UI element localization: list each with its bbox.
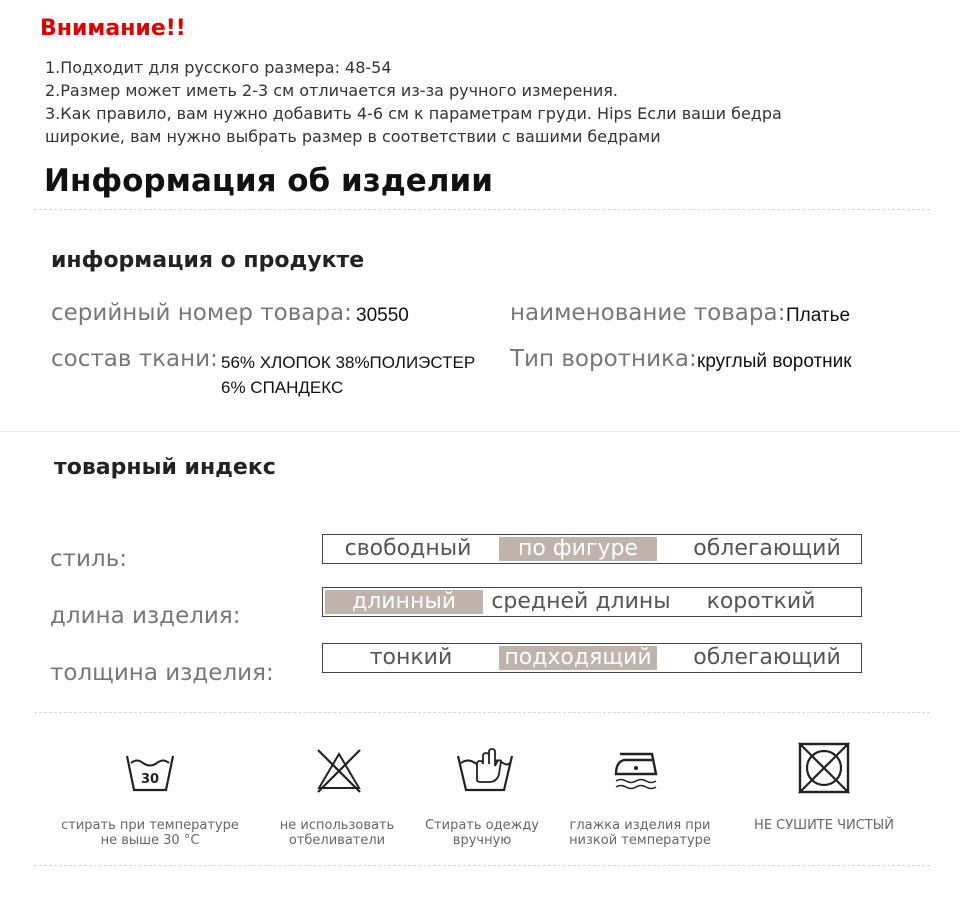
thickness-option: тонкий bbox=[369, 645, 453, 670]
care-caption-line: вручную bbox=[452, 833, 512, 848]
care-caption-line: НЕ СУШИТЕ ЧИСТЫЙ bbox=[754, 818, 894, 833]
note-line: 2.Размер может иметь 2-3 см отличается из-за ручного измерения. bbox=[45, 81, 618, 100]
care-caption-wash bbox=[50, 818, 250, 848]
fabric-label: состав ткани: bbox=[51, 346, 218, 372]
serial-value: 30550 bbox=[356, 305, 409, 326]
style-option: облегающий bbox=[693, 536, 841, 561]
size-notes bbox=[45, 56, 782, 148]
fabric-value bbox=[221, 350, 475, 400]
wash-temp: 30 bbox=[140, 772, 160, 787]
care-caption-iron bbox=[555, 818, 725, 848]
no-bleach-icon bbox=[314, 746, 364, 796]
iron-low-icon bbox=[612, 750, 666, 792]
product-name-value: Платье bbox=[786, 305, 851, 326]
care-caption-line: не выше 30 °C bbox=[100, 833, 200, 848]
care-caption-line: отбеливатели bbox=[288, 833, 386, 848]
fabric-value-line: 56% ХЛОПОК 38%ПОЛИЭСТЕР bbox=[221, 353, 476, 372]
divider bbox=[34, 865, 930, 866]
length-option: короткий bbox=[706, 589, 816, 614]
product-index-title: товарный индекс bbox=[54, 455, 276, 480]
care-caption-dry bbox=[734, 818, 914, 833]
care-caption-line: Стирать одежду bbox=[424, 818, 540, 833]
note-line: широкие, вам нужно выбрать размер в соответствии с вашими бедрами bbox=[45, 127, 661, 146]
style-scale bbox=[322, 534, 862, 564]
style-label: стиль: bbox=[50, 546, 127, 572]
attention-title: Внимание!! bbox=[40, 16, 186, 41]
thickness-option: облегающий bbox=[693, 645, 841, 670]
serial-label: серийный номер товара: bbox=[51, 300, 352, 326]
fabric-value-line: 6% СПАНДЕКС bbox=[221, 378, 344, 397]
care-caption-line: стирать при температуре bbox=[61, 818, 239, 833]
style-option-selected: по фигуре bbox=[499, 537, 657, 561]
product-info-title: информация о продукте bbox=[51, 248, 365, 273]
divider bbox=[0, 431, 960, 432]
style-option: свободный bbox=[344, 536, 472, 561]
collar-value: круглый воротник bbox=[697, 351, 852, 372]
page-title: Информация об изделии bbox=[44, 163, 493, 199]
hand-wash-icon bbox=[455, 742, 515, 794]
length-scale bbox=[322, 587, 862, 617]
care-caption-line: не использовать bbox=[279, 818, 395, 833]
thickness-label: толщина изделия: bbox=[50, 660, 274, 686]
care-caption-line: низкой температуре bbox=[569, 833, 711, 848]
care-caption-hand bbox=[402, 818, 562, 848]
note-line: 3.Как правило, вам нужно добавить 4-6 см к параметрам груди. Hips Если ваши бедра bbox=[45, 104, 782, 123]
length-option-selected: длинный bbox=[325, 590, 483, 614]
note-line: 1.Подходит для русского размера: 48-54 bbox=[45, 58, 392, 77]
care-caption-bleach bbox=[252, 818, 422, 848]
collar-label: Тип воротника: bbox=[510, 346, 697, 372]
thickness-scale bbox=[322, 643, 862, 673]
no-tumble-dry-icon bbox=[797, 741, 851, 795]
wash-30-icon bbox=[125, 752, 175, 794]
divider bbox=[34, 209, 930, 210]
thickness-option-selected: подходящий bbox=[499, 646, 657, 670]
product-name-label: наименование товара: bbox=[510, 300, 786, 326]
length-option: средней длины bbox=[491, 589, 671, 614]
length-label: длина изделия: bbox=[50, 603, 241, 629]
care-caption-line: глажка изделия при bbox=[569, 818, 711, 833]
divider bbox=[34, 712, 930, 713]
